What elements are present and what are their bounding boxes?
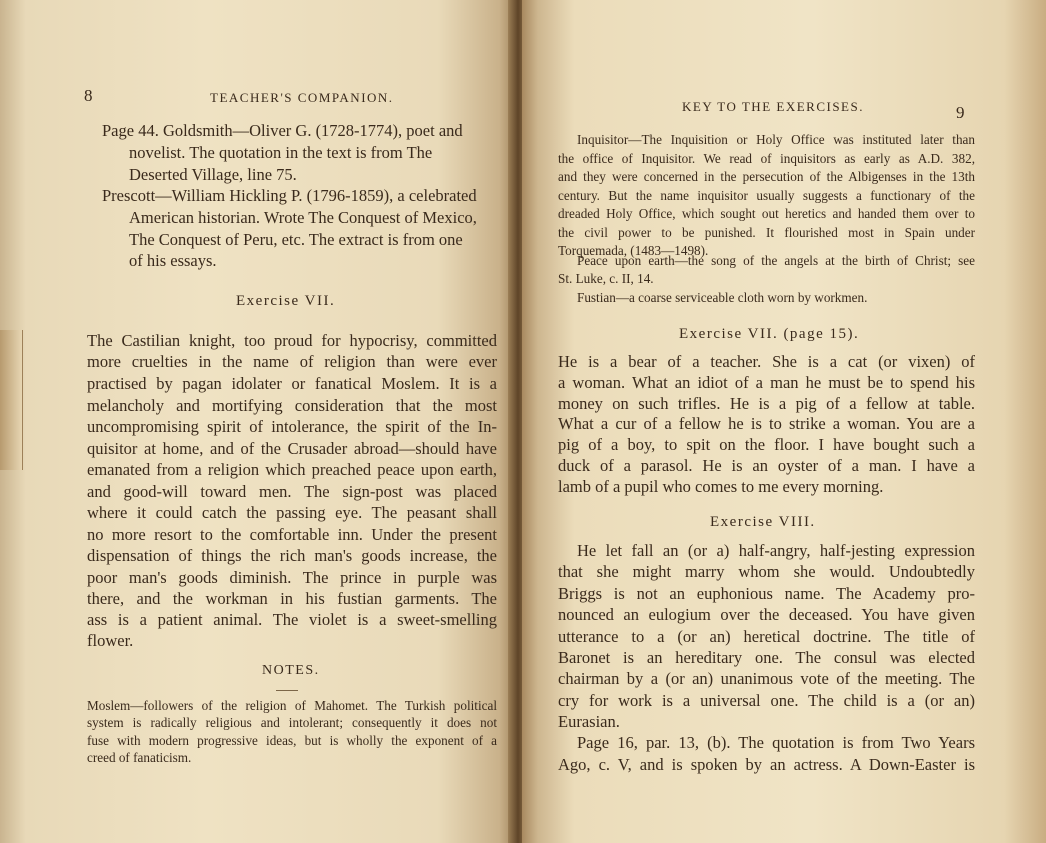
entry-line: The Conquest of Peru, etc. The extract is from one [129,230,463,249]
text-line: quisitor at home, and of the Crusader abroad—should have [87,439,497,458]
entry-line: novelist. The quotation in the text is from The [129,143,433,162]
notes-heading: NOTES. [262,663,320,678]
running-head: KEY TO THE EXERCISES. [682,99,864,114]
entry-line: American historian. Wrote The Conquest of Mexico, [129,208,477,227]
text-line: flower. [87,631,134,650]
text-line: chairman by a (or an) unanimous vote of the meeting. The [558,669,975,688]
text-line: The Castilian knight, too proud for hypocrisy, committed [87,331,497,350]
right-page [522,0,1046,843]
note-line: Moslem—followers of the religion of Mahomet. The Turkish political [87,698,497,713]
note-line: century. But the name inquisitor usually suggests a functionary of the [558,188,975,203]
text-line: no more resort to the comfortable inn. Under the present [87,525,497,544]
text-line: He let fall an (or a) half-angry, half-jesting expression [577,541,975,560]
divider [276,690,298,691]
text-line: Eurasian. [558,712,620,731]
text-line: where it could catch the passing eye. The peasant shall [87,503,497,522]
note-line: St. Luke, c. II, 14. [558,271,654,286]
note-line: Peace upon earth—the song of the angels at the birth of Christ; see [577,253,975,268]
note-line: fuse with modern progressive ideas, but is wholly the exponent of a [87,733,497,748]
note-line: system is radically religious and intolerant; consequently it does not [87,715,497,730]
text-line: melancholy and mortifying consideration that the most [87,396,497,415]
text-line: more cruelties in the name of religion than were ever [87,352,497,371]
exercise-heading: Exercise VII. [236,293,336,309]
entry-line: Prescott—William Hickling P. (1796-1859), a celebrated [102,186,477,205]
note-line: Fustian—a coarse serviceable cloth worn by workmen. [577,290,868,305]
entry-line: Page 44. Goldsmith—Oliver G. (1728-1774), poet and [102,121,463,140]
text-line: Baronet is an hereditary one. The consul was elected [558,648,975,667]
text-line: duck of a parasol. He is an oyster of a man. I have a [558,456,975,475]
binding-tab [0,330,23,470]
entry-line: Deserted Village, line 75. [129,165,297,184]
note-line: Inquisitor—The Inquisition or Holy Office was instituted later than [577,132,975,147]
text-line: cry for work is a universal one. The child is a (or an) [558,691,975,710]
entry-line: of his essays. [129,251,217,270]
note-line: the office of Inquisitor. We read of inquisitors as early as A.D. 382, [558,151,975,166]
note-line: Torquemada, (1483—1498). [558,243,709,258]
text-line: Ago, c. V, and is spoken by an actress. A Down-Easter is [558,755,975,774]
left-page [0,0,515,843]
text-line: ass is a patient animal. The violet is a sweet-smelling [87,610,497,629]
text-line: practised by pagan idolater or fanatical Moslem. It is a [87,374,497,393]
text-line: poor man's goods diminish. The prince in purple was [87,568,497,587]
text-line: Page 16, par. 13, (b). The quotation is from Two Years [577,733,975,752]
text-line: utterance to a (or an) heretical doctrine. The title of [558,627,975,646]
note-line: dreaded Holy Office, which sought out heretics and handed them over to [558,206,975,221]
text-line: uncompromising spirit of intolerance, the spirit of the In- [87,417,497,436]
note-line: creed of fanaticism. [87,750,192,765]
running-head: TEACHER'S COMPANION. [210,90,394,105]
text-line: and good-will toward men. The sign-post was placed [87,482,497,501]
exercise-heading: Exercise VII. (page 15). [679,326,860,342]
text-line: emanated from a religion which preached peace upon earth, [87,460,497,479]
text-line: pig of a boy, to spit on the floor. I have bought such a [558,435,975,454]
text-line: nounced an eulogium over the deceased. You have given [558,605,975,624]
text-line: a woman. What an idiot of a man he must be to spend his [558,373,975,392]
text-line: He is a bear of a teacher. She is a cat (or vixen) of [558,352,975,371]
text-line: that she might marry whom she would. Undoubtedly [558,562,975,581]
text-line: money on such trifles. He is a pig of a fellow at table. [558,394,975,413]
page-number: 8 [84,86,93,105]
text-line: there, and the workman in his fustian garments. The [87,589,497,608]
text-line: dispensation of things the rich man's goods increase, the [87,546,497,565]
exercise-heading: Exercise VIII. [710,514,816,530]
text-line: lamb of a pupil who comes to me every morning. [558,477,884,496]
text-line: Briggs is not an euphonious name. The Academy pro- [558,584,975,603]
note-line: the civil power to be punished. It flourished most in Spain under [558,225,975,240]
text-line: What a cur of a fellow he is to strike a woman. You are a [558,414,975,433]
page-number: 9 [956,103,965,122]
note-line: and they were concerned in the persecution of the Albigenses in the 13th [558,169,975,184]
